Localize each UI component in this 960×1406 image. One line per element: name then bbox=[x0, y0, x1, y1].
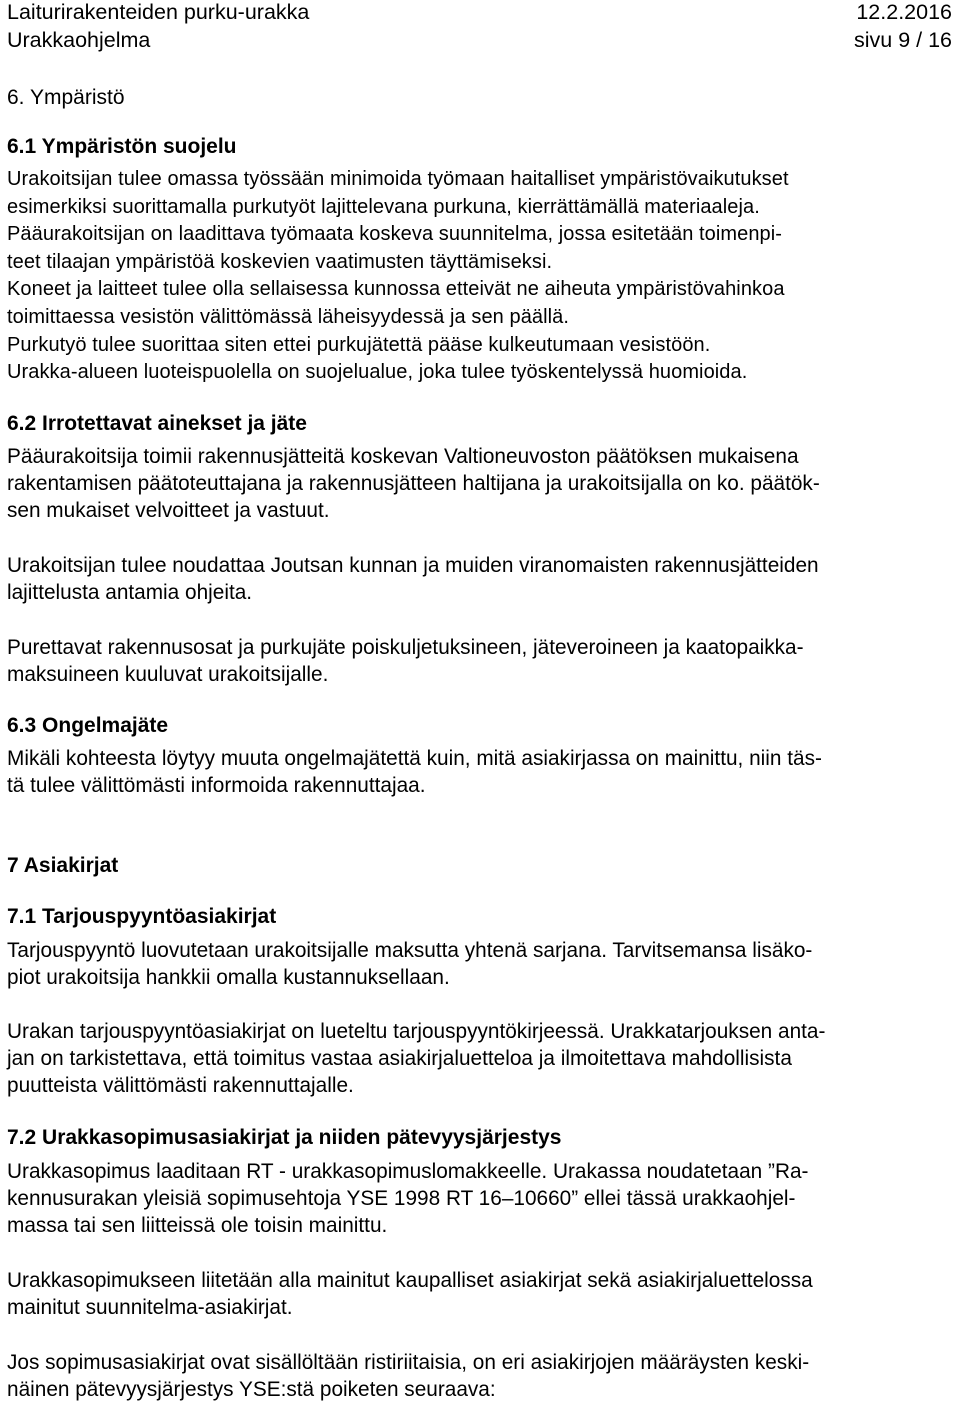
section-6-2-paragraph-1 bbox=[7, 443, 953, 525]
section-7-heading: 7 Asiakirjat bbox=[7, 854, 119, 877]
text-line: teet tilaajan ympäristöä koskevien vaatimusten täyttämiseksi. bbox=[7, 250, 553, 273]
text-line: Pääurakoitsijan on laadittava työmaata koskeva suunnitelma, jossa esitetään toimenpi- bbox=[7, 223, 783, 246]
section-7-2-paragraph-1 bbox=[7, 1158, 953, 1240]
text-line: kennusurakan yleisiä sopimusehtoja YSE 1998 RT 16–10660” ellei tässä urakkaohjel- bbox=[7, 1187, 796, 1211]
section-7-2-paragraph-3 bbox=[7, 1349, 953, 1403]
section-6-2-heading: 6.2 Irrotettavat ainekset ja jäte bbox=[7, 412, 307, 435]
text-line: jan on tarkistettava, että toimitus vastaa asiakirjaluetteloa ja ilmoitettava mahdollisista bbox=[7, 1047, 792, 1071]
text-line: Purettavat rakennusosat ja purkujäte poiskuljetuksineen, jäteveroineen ja kaatopaikka- bbox=[7, 636, 804, 659]
section-6-1-heading: 6.1 Ympäristön suojelu bbox=[7, 135, 237, 158]
text-line: esimerkiksi suorittamalla purkutyöt lajittelevana purkuna, kierrättämällä materiaaleja. bbox=[7, 195, 760, 218]
section-6-heading: 6. Ympäristö bbox=[7, 86, 125, 109]
page-number: sivu 9 / 16 bbox=[854, 28, 952, 52]
text-line: näinen pätevyysjärjestys YSE:stä poiketen seuraava: bbox=[7, 1378, 496, 1402]
text-line: Urakkasopimus laaditaan RT - urakkasopimuslomakkeelle. Urakassa noudatetaan ”Ra- bbox=[7, 1160, 809, 1183]
text-line: Mikäli kohteesta löytyy muuta ongelmajätettä kuin, mitä asiakirjassa on mainittu, niin täs- bbox=[7, 747, 822, 770]
text-line: sen mukaiset velvoitteet ja vastuut. bbox=[7, 499, 330, 523]
section-7-2-paragraph-2 bbox=[7, 1267, 953, 1321]
text-line: Urakan tarjouspyyntöasiakirjat on lueteltu tarjouspyyntökirjeessä. Urakkatarjouksen anta- bbox=[7, 1020, 826, 1043]
page-header-row-2 bbox=[7, 26, 952, 54]
section-7-1-paragraph-2 bbox=[7, 1018, 953, 1100]
text-line: toimittaessa vesistön välittömässä läheisyydessä ja sen päällä. bbox=[7, 305, 569, 328]
text-line: Urakka-alueen luoteispuolella on suojelualue, joka tulee työskentelyssä huomioida. bbox=[7, 361, 748, 384]
text-line: maksuineen kuuluvat urakoitsijalle. bbox=[7, 663, 329, 687]
text-line: tä tulee välittömästi informoida rakennuttajaa. bbox=[7, 774, 426, 798]
text-line: Urakoitsijan tulee noudattaa Joutsan kunnan ja muiden viranomaisten rakennusjätteiden bbox=[7, 554, 819, 577]
section-7-1-heading: 7.1 Tarjouspyyntöasiakirjat bbox=[7, 905, 277, 928]
text-line: Pääurakoitsija toimii rakennusjätteitä koskevan Valtioneuvoston päätöksen mukaisena bbox=[7, 445, 799, 468]
section-6-3-body bbox=[7, 745, 953, 799]
text-line: Jos sopimusasiakirjat ovat sisällöltään ristiriitaisia, on eri asiakirjojen määräysten keski- bbox=[7, 1351, 810, 1374]
document-type: Urakkaohjelma bbox=[7, 28, 151, 52]
text-line: piot urakoitsija hankkii omalla kustannuksellaan. bbox=[7, 966, 450, 990]
page-header-row-1 bbox=[7, 0, 952, 26]
section-6-1-body bbox=[7, 166, 953, 387]
text-line: Tarjouspyyntö luovutetaan urakoitsijalle maksutta yhtenä sarjana. Tarvitsemansa lisäko- bbox=[7, 939, 813, 962]
text-line: massa tai sen liitteissä ole toisin mainittu. bbox=[7, 1214, 388, 1238]
section-6-2-paragraph-3 bbox=[7, 634, 953, 688]
text-line: Koneet ja laitteet tulee olla sellaisessa kunnossa etteivät ne aiheuta ympäristövahinkoa bbox=[7, 278, 785, 301]
section-6-2-paragraph-2 bbox=[7, 552, 953, 606]
text-line: puutteista välittömästi rakennuttajalle. bbox=[7, 1074, 354, 1098]
text-line: Urakoitsijan tulee omassa työssään minimoida työmaan haitalliset ympäristövaikutukset bbox=[7, 168, 789, 190]
text-line: Purkutyö tulee suorittaa siten ettei purkujätettä pääse kulkeutumaan vesistöön. bbox=[7, 333, 711, 356]
text-line: mainitut suunnitelma-asiakirjat. bbox=[7, 1296, 293, 1320]
document-date: 12.2.2016 bbox=[856, 0, 952, 24]
text-line: lajittelusta antamia ohjeita. bbox=[7, 581, 253, 605]
text-line: rakentamisen päätoteuttajana ja rakennusjätteen haltijana ja urakoitsijalla on ko. päätök- bbox=[7, 472, 820, 496]
section-6-3-heading: 6.3 Ongelmajäte bbox=[7, 714, 169, 737]
section-7-1-paragraph-1 bbox=[7, 937, 953, 991]
document-title: Laiturirakenteiden purku-urakka bbox=[7, 0, 310, 24]
section-7-2-heading: 7.2 Urakkasopimusasiakirjat ja niiden pätevyysjärjestys bbox=[7, 1126, 562, 1149]
text-line: Urakkasopimukseen liitetään alla mainitut kaupalliset asiakirjat sekä asiakirjaluettelossa bbox=[7, 1269, 813, 1292]
